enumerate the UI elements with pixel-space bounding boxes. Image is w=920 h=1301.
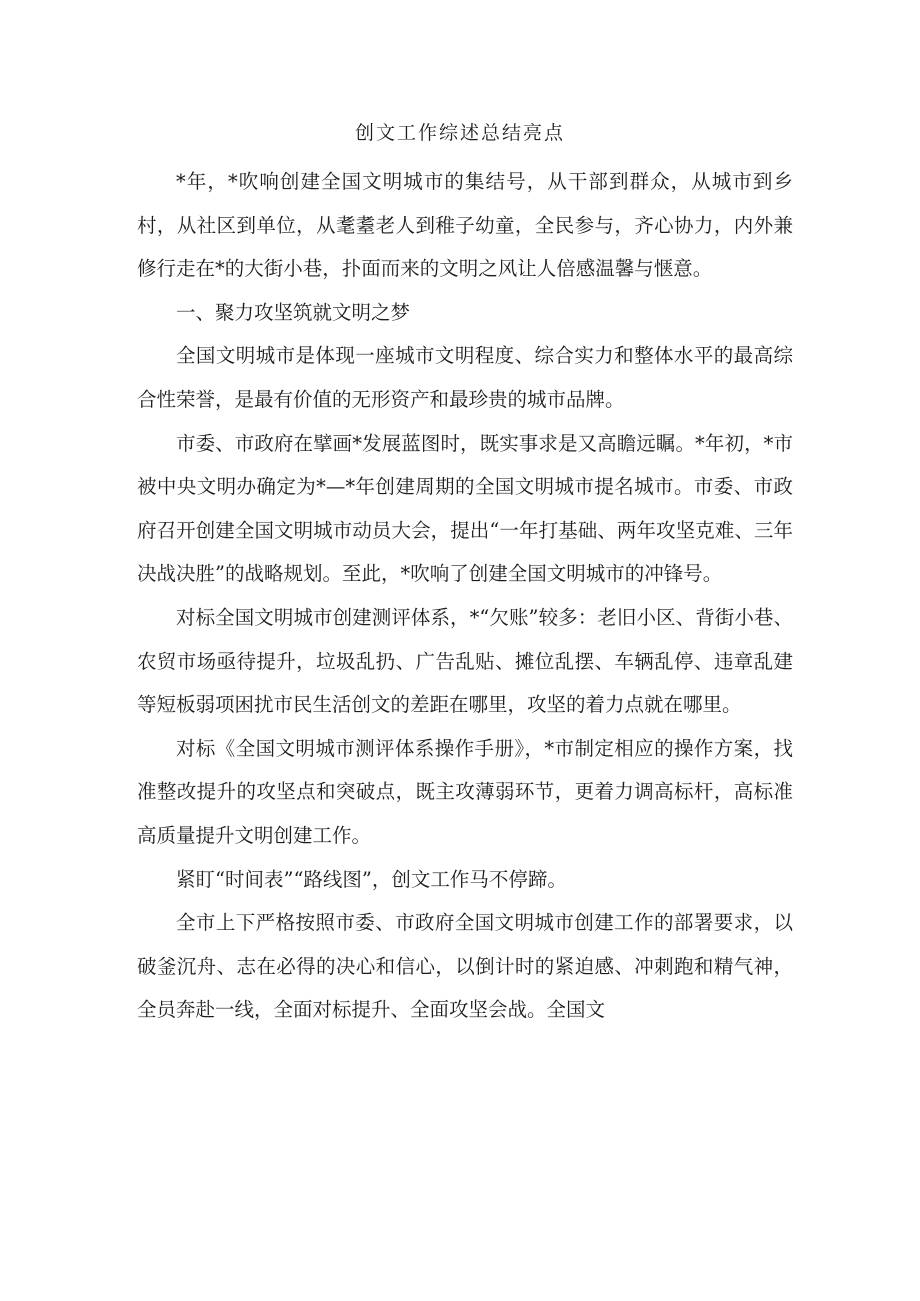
paragraph-manual: 对标《全国文明城市测评体系操作手册》，*市制定相应的操作方案，找准整改提升的攻坚点和突破点，既主攻薄弱环节，更着力调高标杆，高标准高质量提升文明创建工作。 bbox=[137, 736, 793, 847]
document-body bbox=[137, 160, 793, 1032]
paragraph-strategy: 市委、市政府在擘画*发展蓝图时，既实事求是又高瞻远瞩。*年初，*市被中央文明办确定为*—*年创建周期的全国文明城市提名城市。市委、市政府召开创建全国文明城市动员大会，提出“一年打基础、两年攻坚克难、三年决战决胜”的战略规划。至此，*吹响了创建全国文明城市的冲锋号。 bbox=[137, 431, 793, 586]
paragraph-timeline: 紧盯“时间表”“路线图”，创文工作马不停蹄。 bbox=[176, 867, 567, 891]
paragraph-intro: *年，*吹响创建全国文明城市的集结号，从干部到群众，从城市到乡村，从社区到单位，从耄耋老人到稚子幼童，全民参与，齐心协力，内外兼修行走在*的大街小巷，扑面而来的文明之风让人倍感温馨与惬意。 bbox=[137, 170, 793, 281]
section-heading-1: 一、聚力攻坚筑就文明之梦 bbox=[176, 300, 411, 324]
paragraph-shortcomings: 对标全国文明城市创建测评体系，*“欠账”较多：老旧小区、背街小巷、农贸市场亟待提升，垃圾乱扔、广告乱贴、摊位乱摆、车辆乱停、违章乱建等短板弱项困扰市民生活创文的差距在哪里，攻坚的着力点就在哪里。 bbox=[137, 605, 793, 717]
document-title: 创文工作综述总结亮点 bbox=[354, 122, 565, 144]
paragraph-honor: 全国文明城市是体现一座城市文明程度、综合实力和整体水平的最高综合性荣誉，是最有价值的无形资产和最珍贵的城市品牌。 bbox=[137, 344, 793, 411]
paragraph-deployment: 全市上下严格按照市委、市政府全国文明城市创建工作的部署要求，以破釜沉舟、志在必得的决心和信心，以倒计时的紧迫感、冲刺跑和精气神，全员奔赴一线，全面对标提升、全面攻坚会战。全国文 bbox=[137, 911, 793, 1022]
